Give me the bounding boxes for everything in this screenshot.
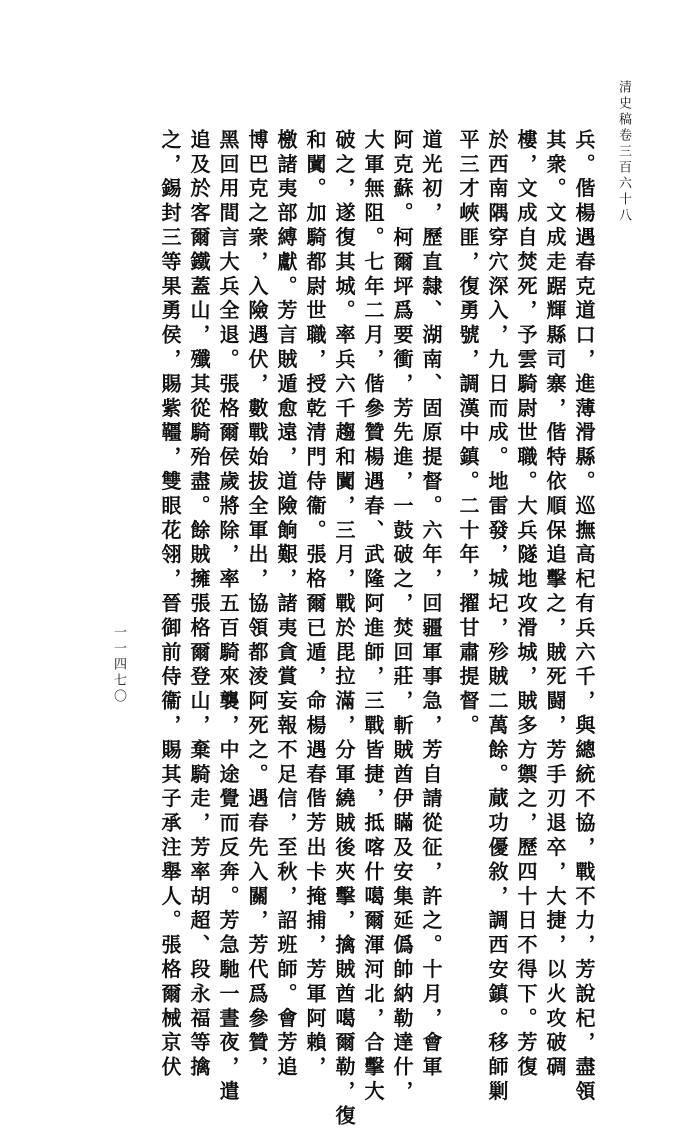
text-column: 之，錫封三等果勇侯，賜紫韁，雙眼花翎，晉御前侍衞，賜其子承注舉人。張格爾械京伏: [158, 80, 182, 1081]
text-column: 平三才峽匪，復勇號，調漢中鎮。二十年，擢甘肅提督。: [456, 80, 480, 739]
text-column: 於西南隅穿穴深入，九日而成。地雷發，城圮，殄賊二萬餘。蕆功優敘，調西安鎮。移師剿: [485, 80, 509, 1105]
text-column: 大軍無阻。七年二月，偕參贊楊遇春、武隆阿進師，三戰皆捷，抵喀什噶爾渾河北，合擊大: [361, 80, 385, 1105]
text-column: 阿克蘇。柯爾坪爲要衝，芳先進，一鼓破之，焚回莊，斬賊酋伊瞞及安集延僞帥納勒達什，: [390, 80, 414, 1105]
text-column: 道光初，歷直隸、湖南、固原提督。六年，回疆軍事急，芳自請從征，許之。十月，會軍: [419, 80, 443, 1081]
paragraph-gap: [445, 80, 453, 990]
text-column: 黑回用間言大兵全退。張格爾侯歲將除，率五百騎來襲，中途覺而反奔。芳急馳一晝夜，遣: [216, 80, 240, 1105]
running-header-title: 清史稿卷三百六十八: [616, 80, 631, 224]
text-column: 檄諸夷部縛獻。芳言賊遁愈遠，道險餉艱，諸夷貪賞妄報不足信，至秋，詔班師。會芳追: [274, 80, 298, 1081]
text-column: 和闐。加騎都尉世職，授乾清門侍衞。張格爾已遁，命楊遇春偕芳出卡掩捕，芳軍阿賴，: [303, 80, 327, 1081]
text-column: 博巴克之衆，入險遇伏，數戰始拔全軍出，協領都淩阿死之。遇春先入關，芳代爲參贊，: [245, 80, 269, 1081]
text-body: [138, 80, 598, 1129]
text-column: 樓，文成自焚死，予雲騎尉世職。大兵隧地攻滑城，賊多方禦之，歷四十日不得下。芳復: [514, 80, 538, 1081]
text-column: 破之，遂復其城。率兵六千趨和闐，三月，戰於毘拉滿，分軍繞賊後夾擊，擒賊酋噶爾勒，復: [332, 80, 356, 1129]
text-column: 追及於客爾鐵蓋山，殲其從騎殆盡。餘賊擁張格爾登山，棄騎走，芳率胡超、段永福等擒: [187, 80, 211, 1081]
text-column: 兵。偕楊遇春克道口，進薄滑縣。巡撫高杞有兵六千，與總統不協，戰不力，芳說杞，盡領: [572, 80, 596, 1105]
page-number: 一一四七〇: [111, 625, 126, 705]
text-column: 其衆。文成走踞輝縣司寨，偕特依順保追擊之，賊死闘，芳手刃退卒，大捷，以火攻破碉: [543, 80, 567, 1081]
